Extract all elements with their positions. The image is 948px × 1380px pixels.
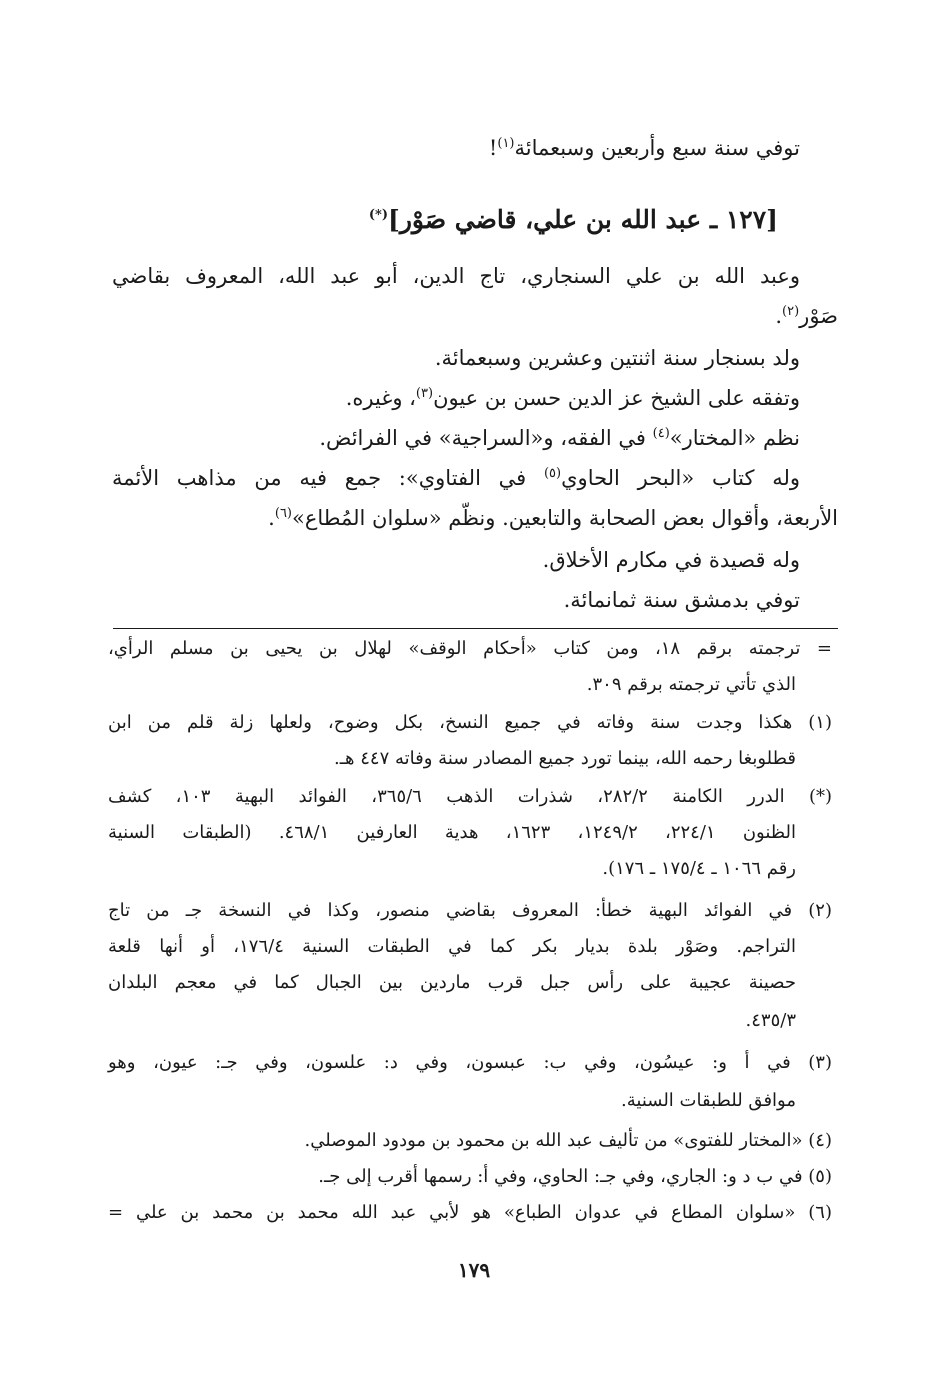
footnote-line: (٤) «المختار للفتوى» من تأليف عبد الله بن محمود بن مودود الموصلي. bbox=[304, 1130, 832, 1151]
footnote-line: الذي تأتي ترجمته برقم ٣٠٩. bbox=[586, 674, 796, 695]
footnote-line: (*) الدرر الكامنة ٢٨٢/٢، شذرات الذهب ٣٦٥/٦، الفوائد البهية ١٠٣، كشف bbox=[108, 786, 833, 807]
footnote-line: حصينة عجيبة على رأس جبل قرب ماردين بين الجبال كما في معجم البلدان bbox=[108, 972, 796, 993]
body-line bbox=[112, 256, 800, 296]
text: ولد بسنجار سنة اثنتين وعشرين وسبعمائة. bbox=[434, 346, 800, 370]
text: ، وغيره. bbox=[345, 386, 416, 410]
body-line bbox=[435, 338, 800, 378]
text: ! bbox=[488, 136, 498, 160]
text: في الفقه، و«السراجية» في الفرائض. bbox=[319, 426, 653, 450]
text: وله قصيدة في مكارم الأخلاق. bbox=[542, 548, 800, 572]
footnote-line: الظنون ٢٢٤/١، ١٢٤٩/٢، ١٦٢٣، هدية العارفين ٤٦٨/١. (الطبقات السنية bbox=[108, 822, 797, 843]
text: وله كتاب «البحر الحاوي bbox=[561, 466, 801, 490]
entry-heading bbox=[369, 198, 778, 242]
footnote-line: التراجم. وصَوْر بلدة بديار بكر كما في الطبقات السنية ١٧٦/٤، أو أنها قلعة bbox=[108, 936, 797, 957]
text: توفي سنة سبع وأربعين وسبعمائة bbox=[514, 136, 800, 160]
footnote-line: رقم ١٠٦٦ ـ ١٧٥/٤ ـ ١٧٦). bbox=[602, 858, 796, 879]
body-line bbox=[268, 498, 838, 538]
footnote-line: (٥) في ب د و: الجاري، وفي جـ: الحاوي، وفي أ: رسمها أقرب إلى جـ. bbox=[318, 1166, 832, 1187]
footnote-ref: (*) bbox=[368, 207, 389, 223]
footnote-ref: (٥) bbox=[543, 466, 562, 481]
footnote-ref: (٤) bbox=[652, 426, 670, 441]
footnote-ref: (٢) bbox=[782, 304, 800, 319]
footnote-line: (٣) في أ و: عيسُون، وفي ب: عبسون، وفي د: علسون، وفي جـ: عيون، وهو bbox=[108, 1052, 832, 1073]
body-line bbox=[319, 418, 800, 458]
body-line bbox=[564, 580, 800, 620]
text: نظم «المختار» bbox=[669, 426, 800, 450]
text: وعبد الله بن علي السنجاري، تاج الدين، أبو عبد الله، المعروف بقاضي bbox=[112, 264, 800, 288]
text: وتفقه على الشيخ عز الدين حسن بن عيون bbox=[433, 386, 800, 410]
page-number: ١٧٩ bbox=[457, 1258, 491, 1282]
footnote-line: (٢) في الفوائد البهية خطأ: المعروف بقاضي منصور، وكذا في النسخة جـ من تاج bbox=[108, 900, 832, 921]
body-line bbox=[112, 458, 800, 498]
previous-entry-last-line bbox=[489, 128, 800, 168]
text: . bbox=[775, 304, 783, 328]
footnote-line: موافق للطبقات السنية. bbox=[621, 1090, 796, 1111]
footnote-line: (١) هكذا وجدت سنة وفاته في جميع النسخ، بكل وضوح، ولعلها زلة قلم من ابن bbox=[108, 712, 832, 733]
body-line bbox=[346, 378, 800, 418]
footnote-ref: (١) bbox=[497, 136, 515, 151]
footnote-separator bbox=[113, 628, 838, 629]
text: في الفتاوي»: جمع فيه من مذاهب الأئمة bbox=[112, 466, 544, 490]
footnote-line: (٦) «سلوان المطاع في عدوان الطباع» هو لأبي عبد الله محمد بن محمد بن علي = bbox=[108, 1202, 832, 1223]
footnote-line: ٤٣٥/٣. bbox=[745, 1010, 796, 1031]
footnote-line: قطلوبغا رحمه الله، بينما تورد جميع المصادر سنة وفاته ٤٤٧ هـ. bbox=[334, 748, 796, 769]
text: توفي بدمشق سنة ثمانمائة. bbox=[563, 588, 800, 612]
body-line bbox=[543, 540, 800, 580]
text: صَوْر bbox=[799, 304, 838, 328]
heading-text: [١٢٧ ـ عبد الله بن علي، قاضي صَوْر] bbox=[388, 205, 778, 234]
footnote-ref: (٣) bbox=[415, 386, 434, 401]
body-line bbox=[775, 296, 838, 336]
footnote-line: = ترجمته برقم ١٨، ومن كتاب «أحكام الوقف» لهلال بن يحيى بن مسلم الرأي، bbox=[108, 638, 832, 659]
text: الأربعة، وأقوال بعض الصحابة والتابعين. ونظّم «سلوان المُطاع» bbox=[292, 506, 838, 530]
footnote-ref: (٦) bbox=[274, 506, 292, 521]
text: . bbox=[268, 506, 275, 530]
